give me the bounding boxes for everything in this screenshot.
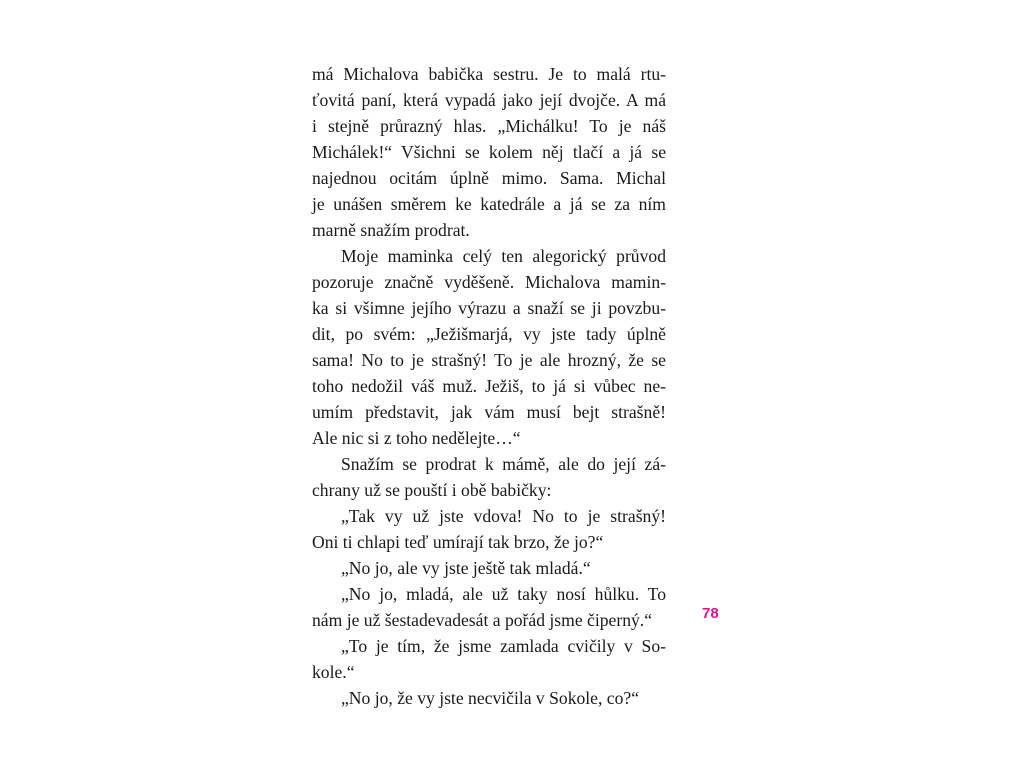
text-line: chrany už se pouští i obě babičky:: [312, 480, 552, 500]
text-line: ťovitá paní, která vypadá jako její dvojče. A má: [312, 90, 666, 110]
text-line: Moje maminka celý ten alegorický průvod: [341, 246, 666, 266]
text-line: umím představit, jak vám musí bejt strašně!: [312, 402, 666, 422]
paragraph-6: [312, 581, 666, 633]
paragraph-7: [312, 633, 666, 685]
text-line: i stejně průrazný hlas. „Michálku! To je náš: [312, 116, 666, 136]
text-line: je unášen směrem ke katedrále a já se za ním: [312, 194, 666, 214]
text-line: Oni ti chlapi teď umírají tak brzo, že jo?“: [312, 532, 604, 552]
text-line: ka si všimne jejího výrazu a snaží se ji povzbu-: [312, 298, 666, 318]
text-line: najednou ocitám úplně mimo. Sama. Michal: [312, 168, 666, 188]
text-line: toho nedožil váš muž. Ježiš, to já si vůbec ne-: [312, 376, 666, 396]
paragraph-1: [312, 61, 666, 243]
text-line: pozoruje značně vyděšeně. Michalova mamin-: [312, 272, 666, 292]
body-text: [312, 61, 666, 711]
text-line: „No jo, že vy jste necvičila v Sokole, co?“: [341, 688, 640, 708]
paragraph-4: [312, 503, 666, 555]
text-line: „To je tím, že jsme zamlada cvičily v So-: [341, 636, 666, 656]
paragraph-5: [312, 555, 666, 581]
paragraph-8: [312, 685, 666, 711]
text-line: Michálek!“ Všichni se kolem něj tlačí a já se: [312, 142, 666, 162]
paragraph-3: [312, 451, 666, 503]
page-number: 78: [702, 605, 719, 622]
text-line: Snažím se prodrat k mámě, ale do její zá-: [341, 454, 666, 474]
text-line: „No jo, mladá, ale už taky nosí hůlku. To: [341, 584, 666, 604]
text-line: sama! No to je strašný! To je ale hrozný, že se: [312, 350, 666, 370]
text-line: dit, po svém: „Ježišmarjá, vy jste tady úplně: [312, 324, 666, 344]
text-line: „No jo, ale vy jste ještě tak mladá.“: [341, 558, 591, 578]
text-line: kole.“: [312, 662, 355, 682]
text-line: Ale nic si z toho nedělejte…“: [312, 428, 521, 448]
paragraph-2: [312, 243, 666, 451]
text-line: „Tak vy už jste vdova! No to je strašný!: [341, 506, 666, 526]
text-line: marně snažím prodrat.: [312, 220, 470, 240]
text-line: má Michalova babička sestru. Je to malá rtu-: [312, 64, 666, 84]
text-line: nám je už šestadevadesát a pořád jsme čiperný.“: [312, 610, 653, 630]
